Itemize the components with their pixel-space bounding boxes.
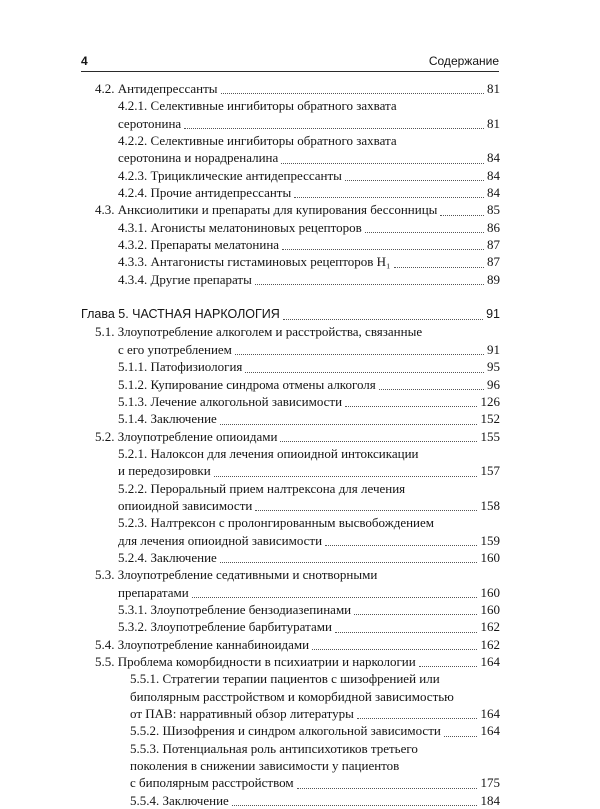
toc-page-number: 157: [480, 463, 500, 479]
toc-entry-title: 5.5.2. Шизофрения и синдром алкогольной зависимости: [130, 723, 441, 739]
toc-page-number: 184: [480, 792, 500, 808]
toc-entry-title: 5.2.2. Пероральный прием налтрексона для лечения: [118, 480, 406, 496]
toc-entry: [118, 167, 500, 184]
dot-leader: [297, 788, 477, 789]
toc-entry: [118, 358, 500, 375]
dot-leader: [394, 267, 484, 268]
dot-leader: [221, 93, 484, 94]
toc-entry: [118, 236, 500, 253]
toc-page-number: 81: [487, 115, 500, 131]
toc-entry: [130, 705, 500, 722]
toc-entry: [130, 740, 500, 757]
toc-entry-title: 5.1. Злоупотребление алкоголем и расстройства, связанные: [95, 324, 423, 340]
toc-entry: [95, 201, 500, 218]
toc-entry: [118, 219, 500, 236]
toc-page-number: 85: [487, 202, 500, 218]
toc-entry-title: 4.3.2. Препараты мелатонина: [118, 237, 280, 253]
toc-page-number: 87: [487, 254, 500, 270]
dot-leader: [444, 736, 477, 737]
toc-entry-title: 4.2.3. Трициклические антидепрессанты: [118, 167, 342, 183]
toc-page-number: 158: [480, 497, 500, 513]
dot-leader: [255, 284, 484, 285]
dot-leader: [325, 545, 477, 546]
toc-entry: [95, 636, 500, 653]
dot-leader: [419, 666, 477, 667]
toc-entry: [95, 80, 500, 97]
toc-page-number: 160: [480, 601, 500, 617]
page-number: 4: [81, 54, 88, 68]
toc-page-number: 160: [480, 549, 500, 565]
dot-leader: [283, 319, 483, 320]
toc-entry: [118, 618, 500, 635]
toc-entry-title: 5.2.1. Налоксон для лечения опиоидной интоксикации: [118, 445, 419, 461]
toc-page-number: 86: [487, 219, 500, 235]
toc-page-number: 162: [480, 636, 500, 652]
toc-entry-title: 5.5.4. Заключение: [130, 792, 229, 808]
toc-entry-title: 5.2. Злоупотребление опиоидами: [95, 428, 278, 444]
dot-leader: [345, 180, 484, 181]
toc-entry-title: 5.3.1. Злоупотребление бензодиазепинами: [118, 601, 352, 617]
toc-entry-title: 5.4. Злоупотребление каннабиноидами: [95, 636, 310, 652]
toc-entry: [118, 480, 500, 497]
toc-entry-title: 4.3.1. Агонисты мелатониновых рецепторов: [118, 219, 362, 235]
toc-entry-title: 4.3.3. Антагонисты гистаминовых рецепторов H₁: [118, 254, 391, 270]
dot-leader: [379, 389, 484, 390]
toc-page-number: 89: [487, 271, 500, 287]
toc-entry-title: поколения в снижении зависимости у пациентов: [130, 758, 400, 774]
toc-page-number: 175: [480, 775, 500, 791]
dot-leader: [255, 510, 477, 511]
toc-entry: [118, 532, 500, 549]
dot-leader: [235, 354, 484, 355]
toc-entry: [118, 184, 500, 201]
toc-entry-title: 5.2.3. Налтрексон с пролонгированным высвобождением: [118, 515, 434, 531]
toc-entry-title: 5.1.4. Заключение: [118, 411, 217, 427]
toc-entry-title: от ПАВ: нарративный обзор литературы: [130, 706, 354, 722]
toc-entry-title: 4.2.2. Селективные ингибиторы обратного захвата: [118, 133, 397, 149]
toc-entry: [95, 653, 500, 670]
toc-entry: [130, 774, 500, 791]
toc-entry: [118, 115, 500, 132]
toc-entry: [118, 445, 500, 462]
toc-entry-title: 5.3.2. Злоупотребление барбитуратами: [118, 619, 332, 635]
header-rule: [81, 71, 499, 72]
toc-page-number: 164: [480, 723, 500, 739]
toc-page-number: 152: [480, 411, 500, 427]
toc-entry: [130, 670, 500, 687]
toc-entry-title: для лечения опиоидной зависимости: [118, 532, 323, 548]
toc-entry-title: 5.1.1. Патофизиология: [118, 359, 243, 375]
toc-entry-title: 5.3. Злоупотребление седативными и снотворными: [95, 567, 378, 583]
toc-entry-title: с биполярным расстройством: [130, 775, 294, 791]
toc-entry: [118, 271, 500, 288]
toc-entry: [118, 601, 500, 618]
running-title: Содержание: [428, 54, 499, 68]
dot-leader: [232, 805, 477, 806]
dot-leader: [365, 232, 484, 233]
toc-entry-title: серотонина: [118, 115, 182, 131]
toc-entry: [130, 757, 500, 774]
toc-entry: [118, 376, 500, 393]
toc-entry-title: и передозировки: [118, 463, 211, 479]
dot-leader: [245, 372, 484, 373]
toc-entry-title: с его употреблением: [118, 341, 232, 357]
toc-entry: [95, 323, 500, 340]
toc-entry-title: серотонина и норадреналина: [118, 150, 279, 166]
toc-chapter-entry: [81, 306, 500, 323]
page-header: [81, 52, 499, 72]
toc-entry: [118, 253, 500, 270]
toc-page-number: 87: [487, 237, 500, 253]
toc-entry-title: 5.5.1. Стратегии терапии пациентов с шизофренией или: [130, 671, 440, 687]
toc-entry: [95, 428, 500, 445]
toc-page-number: 84: [487, 150, 500, 166]
toc-entry-title: 5.1.2. Купирование синдрома отмены алкоголя: [118, 376, 376, 392]
dot-leader: [281, 163, 484, 164]
toc-page-number: 84: [487, 167, 500, 183]
dot-leader: [220, 424, 477, 425]
toc-page-number: 164: [480, 654, 500, 669]
toc-entry: [118, 514, 500, 531]
toc-page-number: 95: [487, 359, 500, 375]
toc-page-number: 162: [480, 619, 500, 635]
dot-leader: [294, 197, 484, 198]
toc-entry: [130, 722, 500, 739]
dot-leader: [345, 406, 477, 407]
toc-entry: [118, 393, 500, 410]
toc-page-number: 155: [480, 428, 500, 444]
toc-page-number: 159: [480, 532, 500, 548]
toc-entry-title: 4.2.4. Прочие антидепрессанты: [118, 185, 292, 201]
toc-entry: [118, 97, 500, 114]
toc-entry-title: 4.2. Антидепрессанты: [95, 81, 218, 96]
toc-entry: [118, 149, 500, 166]
toc-entry-title: 5.1.3. Лечение алкогольной зависимости: [118, 393, 343, 409]
toc-entry: [95, 566, 500, 583]
dot-leader: [280, 441, 477, 442]
toc-page-number: 84: [487, 185, 500, 201]
toc-entry-title: препаратами: [118, 584, 189, 600]
toc-page-number: 126: [480, 393, 500, 409]
table-of-contents: [0, 80, 600, 809]
toc-page-number: 91: [487, 341, 500, 357]
dot-leader: [354, 614, 477, 615]
toc-page-number: 160: [480, 584, 500, 600]
toc-entry: [118, 497, 500, 514]
dot-leader: [192, 597, 477, 598]
toc-entry: [118, 410, 500, 427]
dot-leader: [335, 632, 477, 633]
toc-entry-title: 5.5.3. Потенциальная роль антипсихотиков третьего: [130, 740, 418, 756]
toc-entry-title: 5.2.4. Заключение: [118, 549, 217, 565]
toc-entry-title: 4.3. Анксиолитики и препараты для купирования бессонницы: [95, 202, 438, 218]
dot-leader: [184, 128, 484, 129]
toc-entry: [118, 341, 500, 358]
toc-page-number: 91: [486, 307, 500, 322]
dot-leader: [357, 718, 477, 719]
toc-entry-title: Глава 5. ЧАСТНАЯ НАРКОЛОГИЯ: [81, 307, 280, 322]
toc-entry-title: 4.3.4. Другие препараты: [118, 271, 252, 287]
dot-leader: [214, 476, 477, 477]
dot-leader: [440, 215, 484, 216]
toc-entry: [118, 132, 500, 149]
dot-leader: [312, 649, 477, 650]
toc-entry-title: 4.2.1. Селективные ингибиторы обратного захвата: [118, 98, 397, 114]
toc-entry: [118, 584, 500, 601]
toc-page-number: 164: [480, 706, 500, 722]
dot-leader: [220, 562, 477, 563]
toc-entry: [130, 688, 500, 705]
toc-page-number: 96: [487, 376, 500, 392]
toc-entry: [118, 549, 500, 566]
toc-entry-title: 5.5. Проблема коморбидности в психиатрии и наркологии: [95, 654, 416, 669]
dot-leader: [282, 249, 484, 250]
toc-entry-title: биполярным расстройством и коморбидной зависимостью: [130, 688, 454, 704]
toc-page-number: 81: [487, 81, 500, 96]
toc-entry: [130, 792, 500, 809]
toc-entry: [118, 462, 500, 479]
toc-entry-title: опиоидной зависимости: [118, 497, 253, 513]
